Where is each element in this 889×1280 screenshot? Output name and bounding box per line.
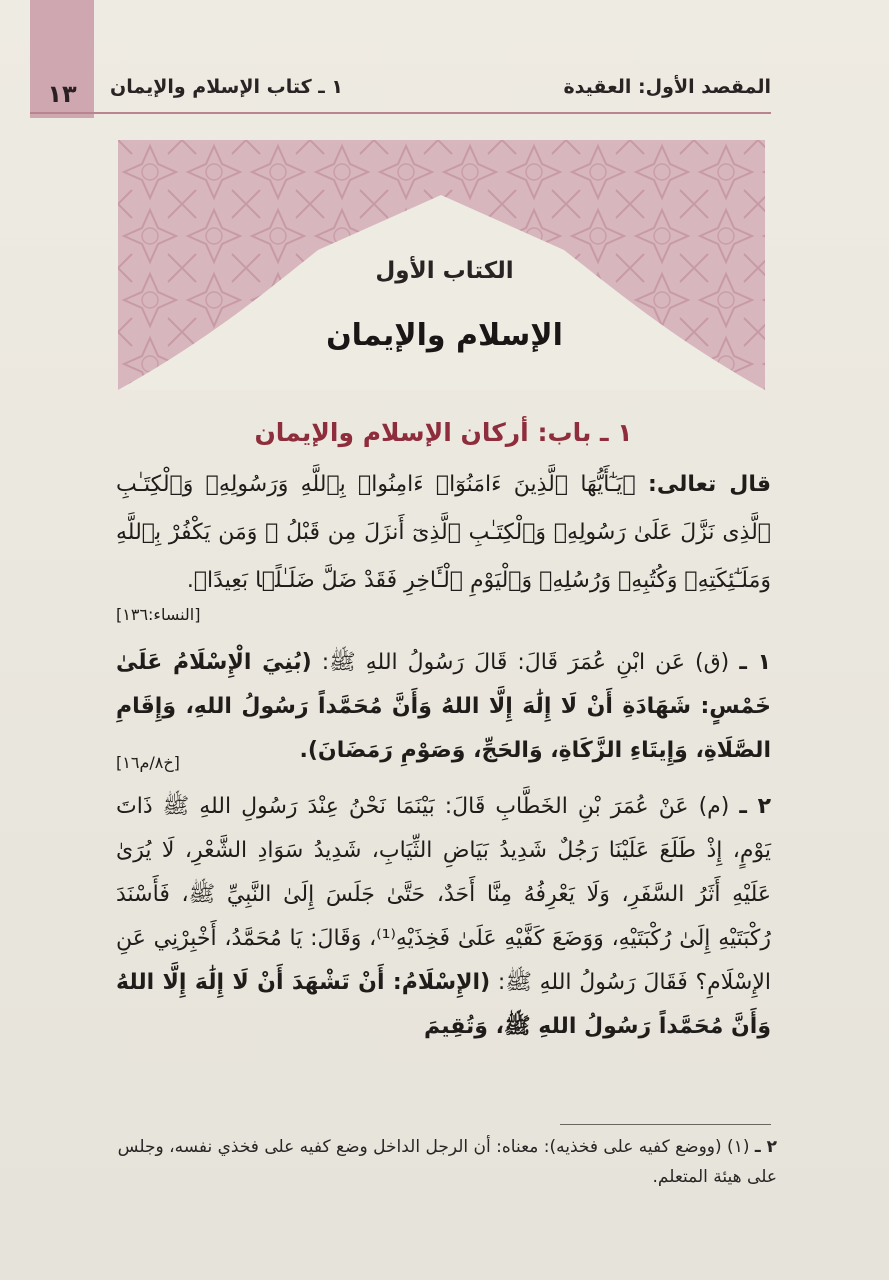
- hadith-number: ٢ ـ: [739, 794, 772, 819]
- hadith-intro: (م) عَنْ عُمَرَ بْنِ الخَطَّابِ قَالَ: بَيْنَمَا نَحْنُ عِنْدَ رَسُولِ اللهِ ﷺ ذَاتَ يَوْمٍ، إِذْ طَلَعَ عَلَيْنَا رَجُلٌ شَدِيدُ بَيَاضِ الثِّيَابِ، شَدِيدُ سَوَادِ الشَّعْرِ، لَا يُرَىٰ عَلَيْهِ أَثَرُ السَّفَرِ، وَلَا يَعْرِفُهُ مِنَّا أَحَدٌ، حَتَّىٰ جَلَسَ إِلَىٰ النَّبِيِّ ﷺ، فَأَسْنَدَ رُكْبَتَيْهِ إِلَىٰ رُكْبَتَيْهِ، وَوَضَعَ كَفَّيْهِ عَلَىٰ فَخِذَيْهِ⁽¹⁾، وَقَالَ: يَا مُحَمَّدُ، أَخْبِرْنِي عَنِ الإِسْلَامِ؟ فَقَالَ رَسُولُ اللهِ ﷺ:: [116, 794, 772, 995]
- verse-reference-row: [116, 605, 771, 635]
- footnote-prefix: ٢ ـ: [754, 1137, 777, 1157]
- verse-reference: [النساء:١٣٦]: [116, 605, 201, 624]
- verse-lead: قال تعالى:: [648, 472, 771, 497]
- hadith-body: (بُنِيَ الْإِسْلَامُ عَلَىٰ خَمْسٍ: شَهَادَةِ أَنْ لَا إِلَٰهَ إِلَّا اللهُ وَأَنَّ مُحَمَّداً رَسُولُ اللهِ، وَإِقَامِ الصَّلَاةِ، وَإِيتَاءِ الزَّكَاةِ، وَالحَجِّ، وَصَوْمِ رَمَضَانَ).: [116, 650, 771, 763]
- footnote-text: (١) (ووضع كفيه على فخذيه): معناه: أن الرجل الداخل وضع كفيه على فخذي نفسه، وجلس على هيئة المتعلم.: [117, 1137, 777, 1187]
- quran-verse: [116, 461, 771, 605]
- header-section: المقصد الأول: العقيدة: [563, 76, 771, 98]
- book-label: الكتاب الأول: [375, 258, 514, 284]
- page-number: ١٣: [47, 80, 77, 108]
- hadith-number: ١ ـ: [739, 650, 772, 675]
- hadith-reference: [خ٨/م١٦]: [116, 753, 180, 772]
- footnote-rule: [560, 1124, 771, 1125]
- header-book: ١ ـ كتاب الإسلام والإيمان: [110, 76, 343, 98]
- footnote: [112, 1132, 777, 1192]
- hadith-body: (الإِسْلَامُ: أَنْ تَشْهَدَ أَنْ لَا إِلَٰهَ إِلَّا اللهُ وَأَنَّ مُحَمَّداً رَسُولُ اللهِ ﷺ، وَتُقِيمَ: [116, 970, 771, 1039]
- hadith-intro: (ق) عَن ابْنِ عُمَرَ قَالَ: قَالَ رَسُولُ اللهِ ﷺ:: [321, 650, 730, 675]
- hadith-2: [116, 785, 771, 1049]
- header-rule: [30, 112, 771, 114]
- chapter-heading: ١ ـ باب: أركان الإسلام والإيمان: [254, 418, 633, 447]
- hadith-1: [116, 641, 771, 773]
- book-title: الإسلام والإيمان: [326, 318, 563, 353]
- page-content: [116, 418, 771, 1053]
- verse-text: ﴿يَـٰٓأَيُّهَا ٱلَّذِينَ ءَامَنُوٓا۟ ءَامِنُوا۟ بِٱللَّهِ وَرَسُولِهِۦ وَٱلْكِتَـٰبِ ٱلَّذِى نَزَّلَ عَلَىٰ رَسُولِهِۦ وَٱلْكِتَـٰبِ ٱلَّذِىٓ أَنزَلَ مِن قَبْلُ ۚ وَمَن يَكْفُرْ بِٱللَّهِ وَمَلَـٰٓئِكَتِهِۦ وَكُتُبِهِۦ وَرُسُلِهِۦ وَٱلْيَوْمِ ٱلْـَٔاخِرِ فَقَدْ ضَلَّ ضَلَـٰلًۢا بَعِيدًا﴾.: [116, 472, 771, 593]
- running-header: [110, 76, 771, 98]
